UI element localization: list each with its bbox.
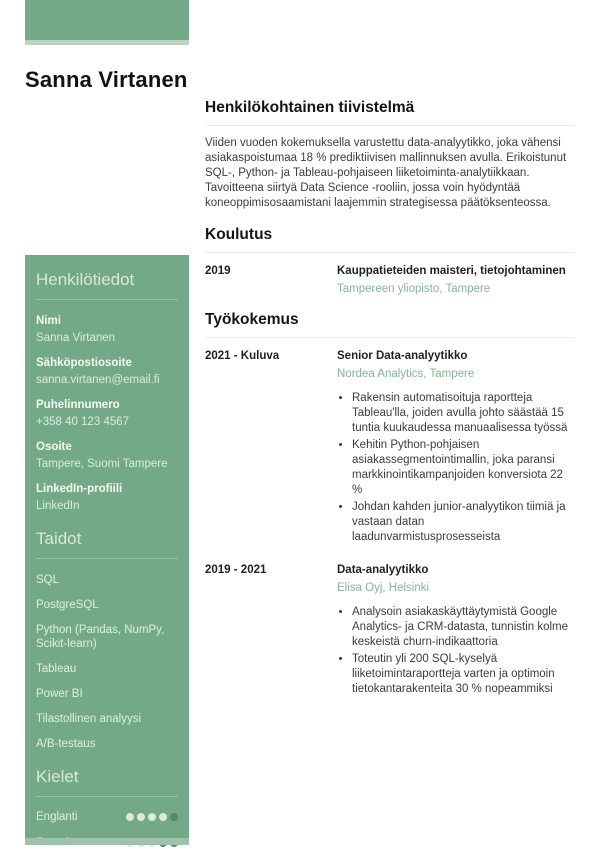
rating-dot: [170, 813, 178, 821]
languages-section: [36, 767, 178, 849]
contact-section: [36, 270, 178, 513]
field-label: Sähköpostiosoite: [36, 357, 132, 369]
language-name: Englanti: [36, 811, 78, 823]
skill-item: Power BI: [36, 688, 83, 700]
company-name: Nordea Analytics, Tampere: [337, 368, 475, 380]
education-entry: [205, 264, 575, 296]
job-bullet: • Johdan kahden junior-analyytikon tiimiä ja vastaan datan laadunvarmistusprosesseista: [352, 500, 575, 545]
experience-entry: [205, 563, 575, 699]
education-period: 2019: [205, 265, 231, 277]
summary-text: Viiden vuoden kokemuksella varustettu data-analyytikko, joka vähensi asiakaspoistumaa 18 % prediktiivisen mallinnuksen avulla. Erikoistunut SQL-, Python- ja Tableau-pohjaiseen liiketoiminta-analytiikkaan. Tavoitteena siirtyä Data Science -rooliin, jossa voin hyödyntää koneoppimisosaamistani laajemmin strategisessa päätöksenteossa.: [205, 137, 567, 209]
field-label: Nimi: [36, 315, 61, 327]
job-bullet: • Kehitin Python-pohjaisen asiakassegmentointimallin, joka paransi markkinointikampanjoiden konversiota 22 %: [352, 438, 575, 498]
job-details: [337, 349, 575, 547]
language-row: [36, 811, 178, 823]
job-bullets: [337, 391, 575, 545]
job-title: Senior Data-analyytikko: [337, 350, 468, 362]
company-name: Elisa Oyj, Helsinki: [337, 582, 430, 594]
job-title: Data-analyytikko: [337, 564, 429, 576]
skill-item: Tilastollinen analyysi: [36, 713, 142, 725]
language-rating-dots: [126, 813, 178, 821]
job-bullet: • Rakensin automatisoituja raportteja Tableau'lla, joiden avulla johto säästää 15 tuntia kuukaudessa manuaalisessa työssä: [352, 391, 575, 436]
experience-heading: Työkokemus: [205, 311, 575, 338]
job-bullets: [337, 605, 575, 697]
summary-heading: Henkilökohtainen tiivistelmä: [205, 99, 575, 126]
summary-section: [205, 99, 575, 211]
header-accent-bar: [25, 40, 189, 45]
job-details: [337, 563, 575, 699]
skill-item: Tableau: [36, 663, 77, 675]
contact-field-address: [36, 440, 178, 471]
skill-item: A/B-testaus: [36, 738, 96, 750]
skill-item: SQL: [36, 574, 60, 586]
job-period: 2019 - 2021: [205, 564, 267, 576]
field-value: +358 40 123 4567: [36, 416, 130, 428]
main-column: [205, 99, 575, 699]
rating-dot: [159, 813, 167, 821]
education-details: [337, 264, 575, 296]
field-label: LinkedIn-profiili: [36, 483, 123, 495]
contact-heading: Henkilötiedot: [36, 270, 178, 300]
candidate-name: Sanna Virtanen: [25, 66, 188, 92]
field-value: LinkedIn: [36, 500, 80, 512]
skills-section: [36, 529, 178, 751]
job-bullet: • Analysoin asiakaskäyttäytymistä Google Analytics- ja CRM-datasta, tunnistin kolme keskeistä churn-indikaattoria: [352, 605, 575, 650]
rating-dot: [126, 813, 134, 821]
sidebar: [25, 255, 189, 838]
languages-heading: Kielet: [36, 767, 178, 797]
institution-name: Tampereen yliopisto, Tampere: [337, 283, 491, 295]
experience-entry: [205, 349, 575, 547]
contact-field-email: [36, 356, 178, 387]
field-value: Tampere, Suomi Tampere: [36, 458, 168, 470]
rating-dot: [137, 813, 145, 821]
field-value: sanna.virtanen@email.fi: [36, 374, 160, 386]
experience-section: [205, 311, 575, 699]
skill-item: PostgreSQL: [36, 599, 99, 611]
rating-dot: [148, 813, 156, 821]
field-value: Sanna Virtanen: [36, 332, 116, 344]
skill-item: Python (Pandas, NumPy, Scikit-learn): [36, 624, 165, 650]
contact-field-name: [36, 314, 178, 345]
degree-title: Kauppatieteiden maisteri, tietojohtaminen: [337, 265, 566, 277]
contact-field-linkedin: [36, 482, 178, 513]
job-period: 2021 - Kuluva: [205, 350, 280, 362]
header-brand-block: [25, 0, 189, 40]
sidebar-bottom-accent-bar: [25, 838, 189, 845]
field-label: Puhelinnumero: [36, 399, 120, 411]
skills-heading: Taidot: [36, 529, 178, 559]
contact-field-phone: [36, 398, 178, 429]
education-heading: Koulutus: [205, 226, 575, 253]
field-label: Osoite: [36, 441, 72, 453]
education-section: [205, 226, 575, 296]
job-bullet: • Toteutin yli 200 SQL-kyselyä liiketoimintaraportteja varten ja optimoin tietokantarakenteita 30 % nopeammiksi: [352, 652, 575, 697]
